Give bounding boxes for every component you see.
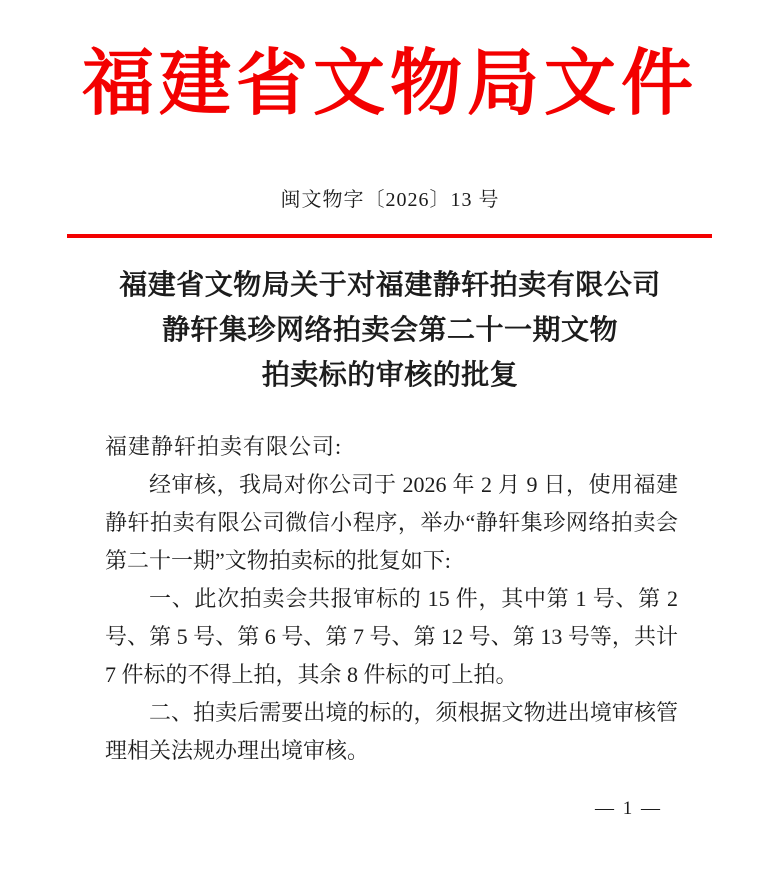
- body-paragraph: 二、拍卖后需要出境的标的，须根据文物进出境审核管理相关法规办理出境审核。: [105, 700, 678, 763]
- agency-letterhead: 福建省文物局文件: [81, 44, 698, 124]
- document-title-line: 静轩集珍网络拍卖会第二十一期文物: [161, 315, 618, 346]
- document-title: [0, 263, 780, 398]
- red-divider-rule: [67, 234, 712, 238]
- document-title-line: 福建省文物局关于对福建静轩拍卖有限公司: [119, 270, 661, 301]
- page-number: — 1 —: [595, 798, 662, 819]
- document-body: [105, 428, 678, 770]
- document-title-line: 拍卖标的审核的批复: [261, 360, 519, 391]
- body-paragraph: 一、此次拍卖会共报审标的 15 件，其中第 1 号、第 2 号、第 5 号、第 6 号、第 7 号、第 12 号、第 13 号等，共计 7 件标的不得上拍，其余 8 件标的可上拍。: [105, 586, 678, 687]
- document-number: 闽文物字〔2026〕13 号: [280, 189, 500, 211]
- body-paragraph: 经审核，我局对你公司于 2026 年 2 月 9 日，使用福建静轩拍卖有限公司微信小程序，举办“静轩集珍网络拍卖会第二十一期”文物拍卖标的批复如下:: [105, 472, 678, 573]
- recipient-salutation: 福建静轩拍卖有限公司:: [105, 434, 343, 459]
